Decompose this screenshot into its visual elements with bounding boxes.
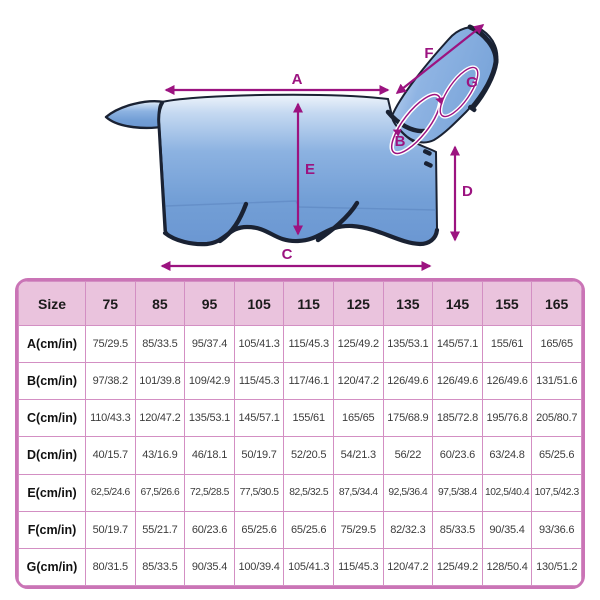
measurement-value-cell: 126/49.6 bbox=[433, 363, 483, 400]
size-column-header: 155 bbox=[482, 282, 532, 326]
measurement-value-cell: 126/49.6 bbox=[383, 363, 433, 400]
measurement-value-cell: 62,5/24.6 bbox=[86, 474, 136, 511]
measurement-value-cell: 145/57.1 bbox=[433, 326, 483, 363]
measurement-row-label: G(cm/in) bbox=[19, 548, 86, 585]
measurement-value-cell: 165/65 bbox=[333, 400, 383, 437]
size-column-header: 105 bbox=[234, 282, 284, 326]
label-b: B bbox=[394, 133, 406, 150]
size-column-header: 165 bbox=[532, 282, 582, 326]
measurement-value-cell: 40/15.7 bbox=[86, 437, 136, 474]
measurement-value-cell: 126/49.6 bbox=[482, 363, 532, 400]
measurement-value-cell: 105/41.3 bbox=[234, 326, 284, 363]
measurement-value-cell: 175/68.9 bbox=[383, 400, 433, 437]
measurement-value-cell: 60/23.6 bbox=[433, 437, 483, 474]
measurement-value-cell: 93/36.6 bbox=[532, 511, 582, 548]
measurement-value-cell: 105/41.3 bbox=[284, 548, 334, 585]
measurement-value-cell: 97/38.2 bbox=[86, 363, 136, 400]
size-column-header: 95 bbox=[185, 282, 235, 326]
size-column-header: 85 bbox=[135, 282, 185, 326]
measurement-value-cell: 77,5/30.5 bbox=[234, 474, 284, 511]
measurement-value-cell: 75/29.5 bbox=[333, 511, 383, 548]
measurement-row bbox=[19, 548, 582, 585]
measurement-value-cell: 82,5/32.5 bbox=[284, 474, 334, 511]
measurement-value-cell: 100/39.4 bbox=[234, 548, 284, 585]
size-column-header: 145 bbox=[433, 282, 483, 326]
size-column-header: 125 bbox=[333, 282, 383, 326]
measurement-value-cell: 107,5/42.3 bbox=[532, 474, 582, 511]
measurement-value-cell: 120/47.2 bbox=[383, 548, 433, 585]
measurement-value-cell: 85/33.5 bbox=[135, 548, 185, 585]
measurement-value-cell: 50/19.7 bbox=[234, 437, 284, 474]
measurement-value-cell: 205/80.7 bbox=[532, 400, 582, 437]
measurement-value-cell: 97,5/38.4 bbox=[433, 474, 483, 511]
measurement-value-cell: 110/43.3 bbox=[86, 400, 136, 437]
measurement-value-cell: 155/61 bbox=[482, 326, 532, 363]
size-column-header: 75 bbox=[86, 282, 136, 326]
measurement-value-cell: 115/45.3 bbox=[284, 326, 334, 363]
horse-rug-diagram-svg bbox=[0, 0, 600, 275]
measurement-value-cell: 130/51.2 bbox=[532, 548, 582, 585]
label-c: C bbox=[281, 246, 293, 263]
measurement-value-cell: 135/53.1 bbox=[383, 326, 433, 363]
label-d: D bbox=[462, 183, 473, 200]
measurement-value-cell: 115/45.3 bbox=[333, 548, 383, 585]
size-table-header-row bbox=[19, 282, 582, 326]
measurement-value-cell: 95/37.4 bbox=[185, 326, 235, 363]
measurement-value-cell: 43/16.9 bbox=[135, 437, 185, 474]
measurement-row bbox=[19, 437, 582, 474]
measurement-row-label: A(cm/in) bbox=[19, 326, 86, 363]
measurement-value-cell: 72,5/28.5 bbox=[185, 474, 235, 511]
measurement-value-cell: 155/61 bbox=[284, 400, 334, 437]
measurement-value-cell: 65/25.6 bbox=[284, 511, 334, 548]
size-table-body bbox=[19, 326, 582, 586]
measurement-row-label: D(cm/in) bbox=[19, 437, 86, 474]
tail-flap bbox=[106, 101, 166, 128]
measurement-value-cell: 115/45.3 bbox=[234, 363, 284, 400]
measurement-value-cell: 109/42.9 bbox=[185, 363, 235, 400]
measurement-row-label: E(cm/in) bbox=[19, 474, 86, 511]
measurement-value-cell: 125/49.2 bbox=[433, 548, 483, 585]
label-g: G bbox=[466, 74, 478, 91]
measurement-row bbox=[19, 474, 582, 511]
measurement-value-cell: 117/46.1 bbox=[284, 363, 334, 400]
measurement-value-cell: 65/25.6 bbox=[532, 437, 582, 474]
label-f: F bbox=[424, 45, 434, 62]
measurement-row bbox=[19, 326, 582, 363]
measurement-value-cell: 87,5/34.4 bbox=[333, 474, 383, 511]
measurement-row bbox=[19, 363, 582, 400]
measurement-value-cell: 120/47.2 bbox=[135, 400, 185, 437]
measurement-value-cell: 52/20.5 bbox=[284, 437, 334, 474]
measurement-value-cell: 50/19.7 bbox=[86, 511, 136, 548]
measurement-value-cell: 80/31.5 bbox=[86, 548, 136, 585]
size-table-frame bbox=[15, 278, 585, 589]
measurement-row-label: B(cm/in) bbox=[19, 363, 86, 400]
horse-rug-diagram bbox=[0, 0, 600, 275]
measurement-value-cell: 165/65 bbox=[532, 326, 582, 363]
measurement-value-cell: 128/50.4 bbox=[482, 548, 532, 585]
measurement-value-cell: 195/76.8 bbox=[482, 400, 532, 437]
measurement-value-cell: 102,5/40.4 bbox=[482, 474, 532, 511]
measurement-value-cell: 54/21.3 bbox=[333, 437, 383, 474]
size-column-header: 115 bbox=[284, 282, 334, 326]
measurement-value-cell: 82/32.3 bbox=[383, 511, 433, 548]
measurement-value-cell: 120/47.2 bbox=[333, 363, 383, 400]
measurement-value-cell: 56/22 bbox=[383, 437, 433, 474]
measurement-value-cell: 85/33.5 bbox=[433, 511, 483, 548]
measurement-value-cell: 125/49.2 bbox=[333, 326, 383, 363]
measurement-value-cell: 46/18.1 bbox=[185, 437, 235, 474]
label-a: A bbox=[291, 71, 303, 88]
measurement-row bbox=[19, 400, 582, 437]
size-column-header: 135 bbox=[383, 282, 433, 326]
measurement-value-cell: 90/35.4 bbox=[185, 548, 235, 585]
measurement-value-cell: 65/25.6 bbox=[234, 511, 284, 548]
measurement-value-cell: 55/21.7 bbox=[135, 511, 185, 548]
measurement-value-cell: 185/72.8 bbox=[433, 400, 483, 437]
measurement-value-cell: 101/39.8 bbox=[135, 363, 185, 400]
measurement-value-cell: 131/51.6 bbox=[532, 363, 582, 400]
measurement-value-cell: 145/57.1 bbox=[234, 400, 284, 437]
measurement-value-cell: 67,5/26.6 bbox=[135, 474, 185, 511]
label-e: E bbox=[305, 161, 316, 178]
measurement-value-cell: 63/24.8 bbox=[482, 437, 532, 474]
measurement-value-cell: 135/53.1 bbox=[185, 400, 235, 437]
measurement-value-cell: 85/33.5 bbox=[135, 326, 185, 363]
measurement-value-cell: 60/23.6 bbox=[185, 511, 235, 548]
measurement-row-label: F(cm/in) bbox=[19, 511, 86, 548]
size-table bbox=[18, 281, 582, 586]
measurement-value-cell: 90/35.4 bbox=[482, 511, 532, 548]
size-header-cell: Size bbox=[19, 282, 86, 326]
measurement-value-cell: 92,5/36.4 bbox=[383, 474, 433, 511]
measurement-row bbox=[19, 511, 582, 548]
measurement-value-cell: 75/29.5 bbox=[86, 326, 136, 363]
measurement-row-label: C(cm/in) bbox=[19, 400, 86, 437]
